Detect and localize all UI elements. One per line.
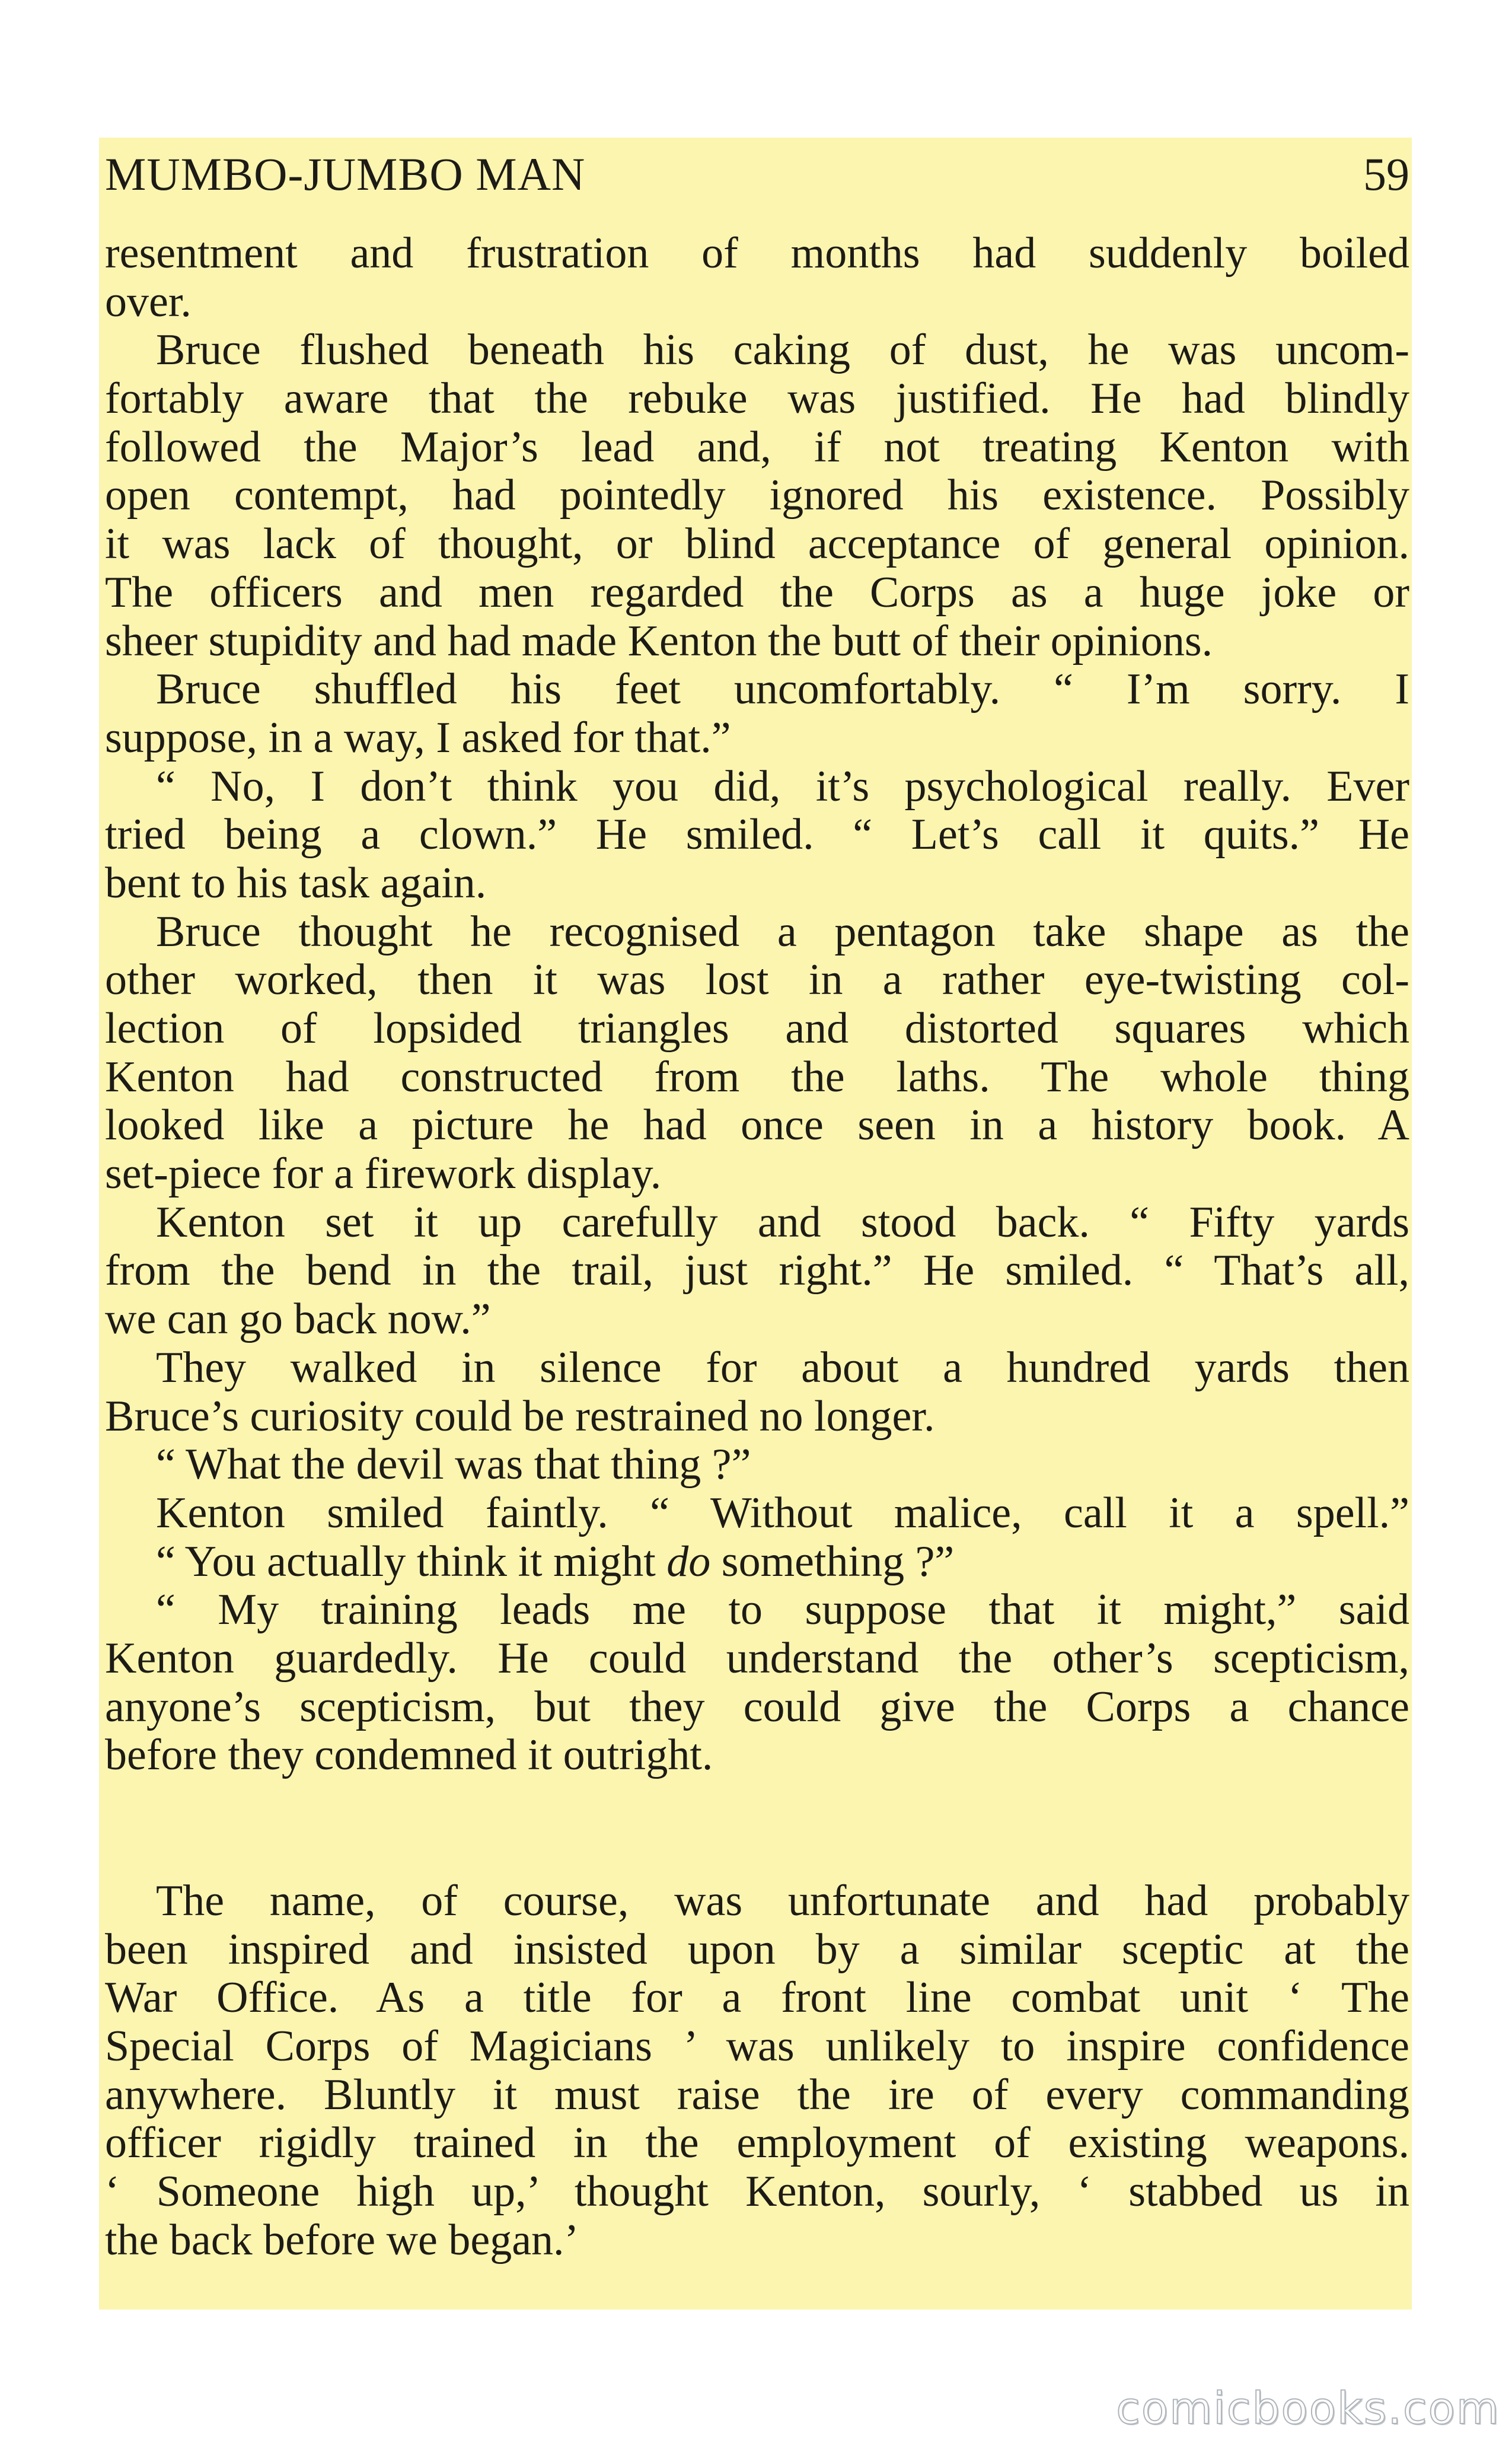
- text-line: “ You actually think it might do something ?”: [156, 1537, 955, 1586]
- text-line: the back before we began.’: [105, 2215, 579, 2265]
- section-break: [105, 1780, 1409, 1877]
- text-line: fortably aware that the rebuke was justified. He had blindly: [105, 374, 1409, 423]
- text-line: The name, of course, was unfortunate and had probably: [156, 1877, 1409, 1925]
- text-line: Bruce thought he recognised a pentagon take shape as the: [156, 907, 1409, 956]
- text-line: Kenton smiled faintly. “ Without malice, call it a spell.”: [156, 1488, 1409, 1537]
- text-line: sheer stupidity and had made Kenton the butt of their opinions.: [105, 616, 1213, 665]
- text-line: Bruce shuffled his feet uncomfortably. “ I’m sorry. I: [156, 665, 1409, 714]
- running-head: MUMBO-JUMBO MAN: [105, 148, 586, 200]
- text-line: They walked in silence for about a hundred yards then: [156, 1343, 1409, 1392]
- text-line: Kenton set it up carefully and stood back. “ Fifty yards: [156, 1197, 1409, 1247]
- text-line: “ My training leads me to suppose that it might,” said: [156, 1585, 1409, 1635]
- page-number: 59: [1363, 148, 1409, 200]
- text-line: bent to his task again.: [105, 858, 487, 907]
- text-line: “ What the devil was that thing ?”: [156, 1440, 751, 1489]
- text-line: looked like a picture he had once seen in a history book. A: [105, 1101, 1409, 1150]
- body-text: [105, 230, 1409, 2265]
- text-line: before they condemned it outright.: [105, 1731, 713, 1780]
- text-line: other worked, then it was lost in a rather eye-twisting col-: [105, 956, 1409, 1005]
- watermark: comicbooks.com: [1116, 2383, 1500, 2434]
- text-line: open contempt, had pointedly ignored his existence. Possibly: [105, 471, 1409, 520]
- text-line: from the bend in the trail, just right.” He smiled. “ That’s all,: [105, 1246, 1409, 1295]
- text-line: lection of lopsided triangles and distorted squares which: [105, 1004, 1409, 1053]
- text-line: anywhere. Bluntly it must raise the ire of every commanding: [105, 2070, 1409, 2119]
- text-line: over.: [105, 277, 192, 326]
- text-line: Bruce flushed beneath his caking of dust, he was uncom-: [156, 326, 1409, 375]
- text-line: it was lack of thought, or blind acceptance of general opinion.: [105, 520, 1409, 569]
- text-line: Special Corps of Magicians ’ was unlikely to inspire confidence: [105, 2022, 1409, 2071]
- text-line: suppose, in a way, I asked for that.”: [105, 713, 731, 762]
- book-page: [99, 138, 1412, 2310]
- page-header: [105, 138, 1409, 221]
- text-line: Kenton guardedly. He could understand the other’s scepticism,: [105, 1633, 1409, 1683]
- text-line: The officers and men regarded the Corps as a huge joke or: [105, 568, 1409, 617]
- text-line: tried being a clown.” He smiled. “ Let’s call it quits.” He: [105, 810, 1409, 859]
- text-line: ‘ Someone high up,’ thought Kenton, sourly, ‘ stabbed us in: [105, 2167, 1409, 2216]
- text-line: we can go back now.”: [105, 1295, 491, 1344]
- text-line: been inspired and insisted upon by a similar sceptic at the: [105, 1925, 1409, 1974]
- text-line: Bruce’s curiosity could be restrained no longer.: [105, 1391, 935, 1441]
- text-line: Kenton had constructed from the laths. The whole thing: [105, 1052, 1409, 1101]
- text-line: officer rigidly trained in the employment of existing weapons.: [105, 2119, 1409, 2168]
- text-line: “ No, I don’t think you did, it’s psychological really. Ever: [156, 762, 1409, 811]
- text-line: War Office. As a title for a front line combat unit ‘ The: [105, 1973, 1409, 2023]
- text-line: set-piece for a firework display.: [105, 1149, 662, 1199]
- text-line: anyone’s scepticism, but they could give the Corps a chance: [105, 1682, 1409, 1731]
- text-line: followed the Major’s lead and, if not treating Kenton with: [105, 422, 1409, 472]
- text-line: resentment and frustration of months had suddenly boiled: [105, 229, 1409, 278]
